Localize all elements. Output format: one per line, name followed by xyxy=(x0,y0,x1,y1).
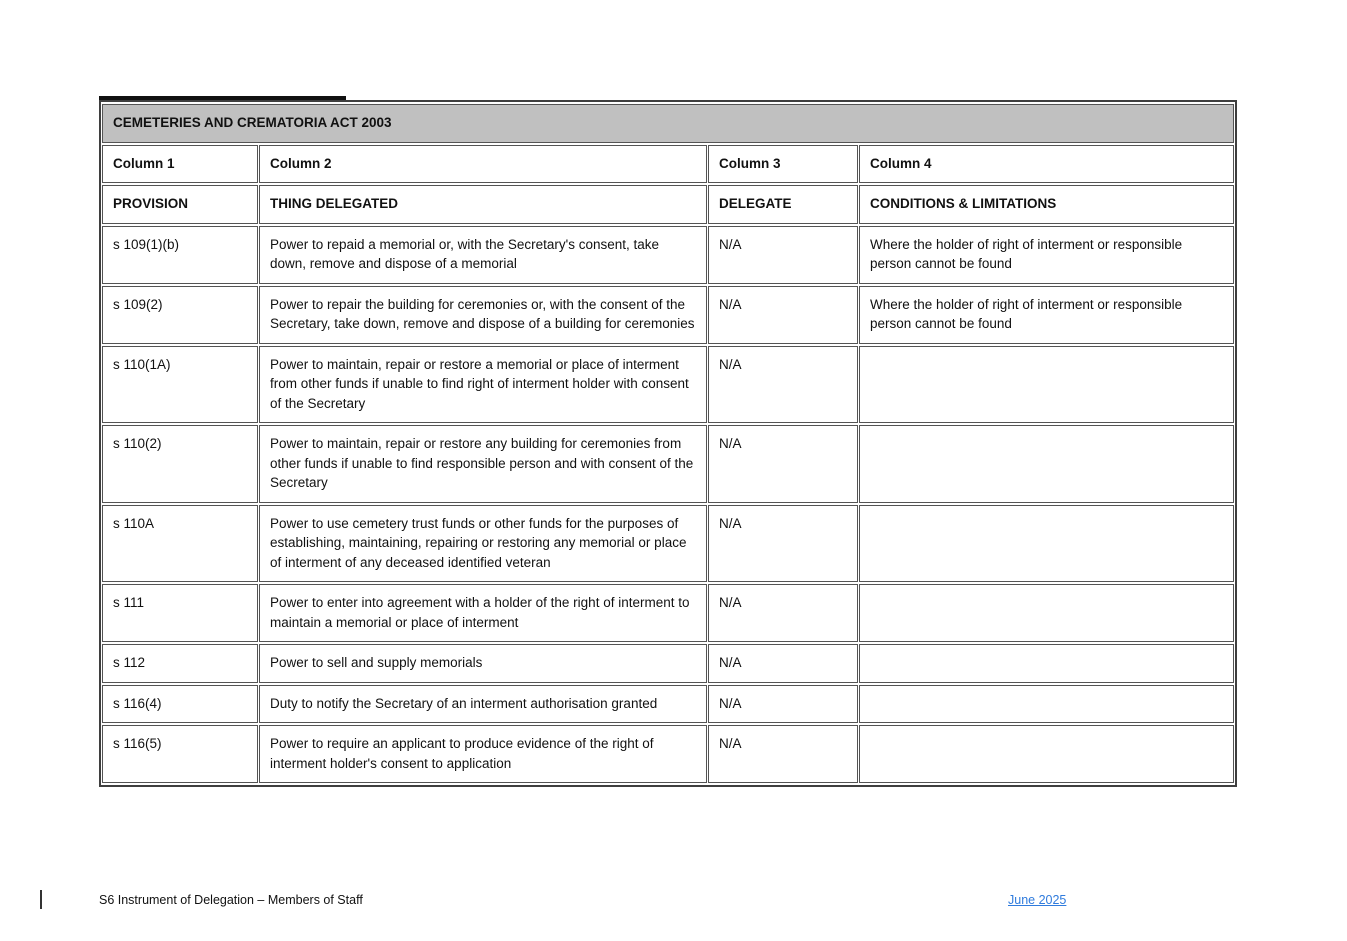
header-conditions: CONDITIONS & LIMITATIONS xyxy=(859,185,1234,224)
cell-provision: s 109(1)(b) xyxy=(102,226,258,284)
cell-thing-delegated: Power to repair the building for ceremonies or, with the consent of the Secretary, take down, remove and dispose of a building for ceremonies xyxy=(259,286,707,344)
table-row xyxy=(102,425,1234,503)
table-row xyxy=(102,286,1234,344)
footer-document-title: S6 Instrument of Delegation – Members of Staff xyxy=(99,893,363,907)
act-title: CEMETERIES AND CREMATORIA ACT 2003 xyxy=(102,104,1234,143)
cell-delegate: N/A xyxy=(708,286,858,344)
cell-delegate: N/A xyxy=(708,685,858,724)
column-label-row xyxy=(102,145,1234,184)
cell-delegate: N/A xyxy=(708,584,858,642)
cell-thing-delegated: Power to use cemetery trust funds or other funds for the purposes of establishing, maintaining, repairing or restoring any memorial or place of interment of any deceased identified veteran xyxy=(259,505,707,583)
header-delegate: DELEGATE xyxy=(708,185,858,224)
cell-conditions: Where the holder of right of interment or responsible person cannot be found xyxy=(859,286,1234,344)
cell-provision: s 116(5) xyxy=(102,725,258,783)
footer-date-link[interactable]: June 2025 xyxy=(1008,893,1067,907)
table-row xyxy=(102,584,1234,642)
cell-conditions xyxy=(859,425,1234,503)
cell-delegate: N/A xyxy=(708,425,858,503)
table-row xyxy=(102,346,1234,424)
cell-thing-delegated: Power to maintain, repair or restore a memorial or place of interment from other funds if unable to find right of interment holder with consent of the Secretary xyxy=(259,346,707,424)
table-row xyxy=(102,226,1234,284)
cell-delegate: N/A xyxy=(708,505,858,583)
cell-conditions xyxy=(859,505,1234,583)
cell-provision: s 110(1A) xyxy=(102,346,258,424)
column-label-1: Column 1 xyxy=(102,145,258,184)
cell-thing-delegated: Power to enter into agreement with a holder of the right of interment to maintain a memorial or place of interment xyxy=(259,584,707,642)
column-header-row xyxy=(102,185,1234,224)
table-row xyxy=(102,725,1234,783)
cell-delegate: N/A xyxy=(708,644,858,683)
delegation-table xyxy=(99,100,1237,787)
cell-provision: s 110A xyxy=(102,505,258,583)
table-row xyxy=(102,685,1234,724)
cell-conditions xyxy=(859,685,1234,724)
cell-provision: s 111 xyxy=(102,584,258,642)
cell-thing-delegated: Duty to notify the Secretary of an interment authorisation granted xyxy=(259,685,707,724)
header-provision: PROVISION xyxy=(102,185,258,224)
change-bar xyxy=(40,890,42,909)
cell-delegate: N/A xyxy=(708,226,858,284)
cell-delegate: N/A xyxy=(708,346,858,424)
cell-provision: s 110(2) xyxy=(102,425,258,503)
column-label-3: Column 3 xyxy=(708,145,858,184)
cell-thing-delegated: Power to require an applicant to produce evidence of the right of interment holder's consent to application xyxy=(259,725,707,783)
cell-thing-delegated: Power to maintain, repair or restore any building for ceremonies from other funds if unable to find responsible person and with consent of the Secretary xyxy=(259,425,707,503)
header-thing-delegated: THING DELEGATED xyxy=(259,185,707,224)
cell-provision: s 112 xyxy=(102,644,258,683)
act-title-row xyxy=(102,104,1234,143)
cell-delegate: N/A xyxy=(708,725,858,783)
cell-thing-delegated: Power to sell and supply memorials xyxy=(259,644,707,683)
column-label-2: Column 2 xyxy=(259,145,707,184)
cell-provision: s 109(2) xyxy=(102,286,258,344)
cell-conditions xyxy=(859,584,1234,642)
cell-conditions xyxy=(859,725,1234,783)
table-row xyxy=(102,505,1234,583)
cell-thing-delegated: Power to repaid a memorial or, with the Secretary's consent, take down, remove and dispose of a memorial xyxy=(259,226,707,284)
cell-conditions xyxy=(859,644,1234,683)
cell-conditions: Where the holder of right of interment or responsible person cannot be found xyxy=(859,226,1234,284)
table-row xyxy=(102,644,1234,683)
cell-conditions xyxy=(859,346,1234,424)
cell-provision: s 116(4) xyxy=(102,685,258,724)
column-label-4: Column 4 xyxy=(859,145,1234,184)
